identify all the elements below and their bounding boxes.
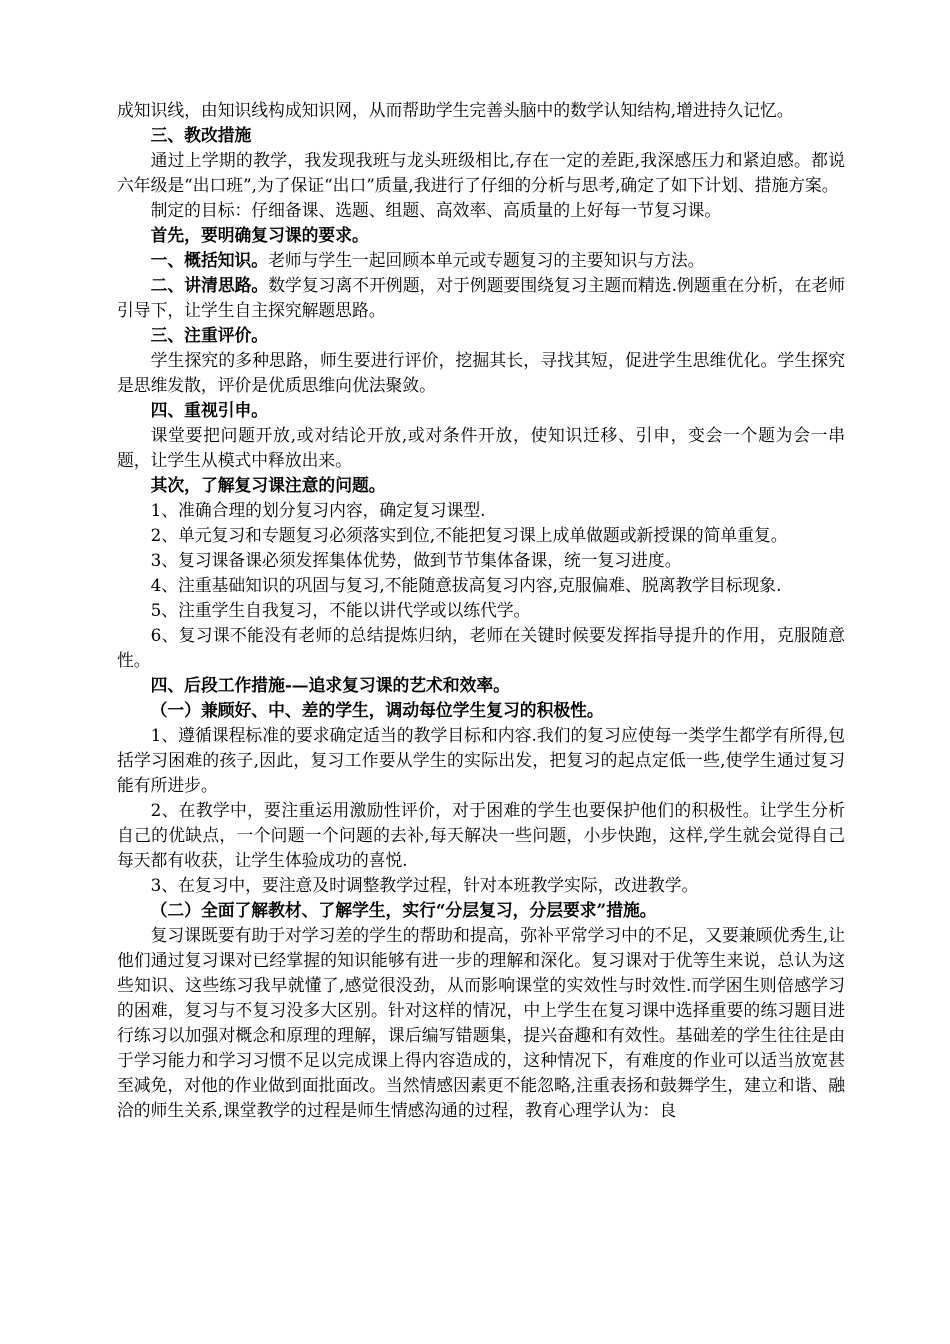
paragraph: 学生探究的多种思路，师生要进行评价，挖掘其长，寻找其短，促进学生思维优化。学生探究是思维发散，评价是优质思维向优法聚敛。 xyxy=(117,350,845,395)
paragraph-rest: 数学复习离不开例题，对于例题要围绕复习主题而精选.例题重在分析，在老师引导下，让学生自主探究解题思路。 xyxy=(117,275,845,320)
list-item: 6、复习课不能没有老师的总结提炼归纳，老师在关键时候要发挥指导提升的作用，克服随意性。 xyxy=(117,625,845,670)
list-item: 5、注重学生自我复习，不能以讲代学或以练代学。 xyxy=(150,600,531,620)
subsection-heading: 三、注重评价。 xyxy=(150,325,269,345)
paragraph-lead: 一、概括知识。 xyxy=(150,250,269,270)
list-item: 1、遵循课程标准的要求确定适当的教学目标和内容.我们的复习应使每一类学生都学有所得,包括学习困难的孩子,因此，复习工作要从学生的实际出发，把复习的起点定低一些,使学生通过复习能有所进步。 xyxy=(117,725,845,795)
paragraph: 成知识线，由知识线构成知识网，从而帮助学生完善头脑中的数学认知结构,增进持久记忆。 xyxy=(117,100,794,120)
paragraph: 通过上学期的教学，我发现我班与龙头班级相比,存在一定的差距,我深感压力和紧迫感。都说六年级是“出口班”,为了保证“出口”质量,我进行了仔细的分析与思考,确定了如下计划、措施方案。 xyxy=(117,150,845,195)
paragraph: 课堂要把问题开放,或对结论开放,或对条件开放，使知识迁移、引申，变会一个题为会一串题，让学生从模式中释放出来。 xyxy=(117,425,845,470)
subsection-heading: 四、重视引申。 xyxy=(150,400,269,420)
subsection-heading: （二）全面了解教材、了解学生，实行“分层复习，分层要求”措施。 xyxy=(150,900,657,920)
subsection-heading: 首先，要明确复习课的要求。 xyxy=(150,225,369,245)
subsection-heading: 其次，了解复习课注意的问题。 xyxy=(150,475,386,495)
list-item: 1、准确合理的划分复习内容，确定复习课型. xyxy=(150,500,486,520)
list-item: 4、注重基础知识的巩固与复习,不能随意拔高复习内容,克服偏难、脱离教学目标现象. xyxy=(150,575,782,595)
section-heading: 四、后段工作措施-—追求复习课的艺术和效率。 xyxy=(150,675,510,695)
list-item: 3、在复习中，要注意及时调整教学过程，针对本班教学实际，改进教学。 xyxy=(150,875,699,895)
list-item: 2、单元复习和专题复习必须落实到位,不能把复习课上成单做题或新授课的简单重复。 xyxy=(150,525,788,545)
paragraph xyxy=(117,248,845,273)
paragraph: 制定的目标：仔细备课、选题、组题、高效率、高质量的上好每一节复习课。 xyxy=(150,200,722,220)
list-item: 3、复习课备课必须发挥集体优势，做到节节集体备课，统一复习进度。 xyxy=(150,550,682,570)
subsection-heading: （一）兼顾好、中、差的学生，调动每位学生复习的积极性。 xyxy=(150,700,604,720)
paragraph xyxy=(117,273,845,323)
section-heading: 三、教改措施 xyxy=(150,125,252,145)
paragraph-rest: 老师与学生一起回顾本单元或专题复习的主要知识与方法。 xyxy=(268,250,705,270)
list-item: 2、在教学中，要注重运用激励性评价，对于困难的学生也要保护他们的积极性。让学生分析自己的优缺点，一个问题一个问题的去补,每天解决一些问题，小步快跑，这样,学生就会觉得自己每天都有收获，让学生体验成功的喜悦. xyxy=(117,800,845,870)
paragraph-lead: 二、讲清思路。 xyxy=(150,275,269,295)
document-body xyxy=(117,98,845,1123)
paragraph: 复习课既要有助于对学习差的学生的帮助和提高，弥补平常学习中的不足，又要兼顾优秀生,让他们通过复习课对已经掌握的知识能够有进一步的理解和深化。复习课对于优等生来说，总认为这些知识、这些练习我早就懂了,感觉很没劲，从而影响课堂的实效性与时效性.而学困生则倍感学习的困难，复习与不复习没多大区别。针对这样的情况，中上学生在复习课中选择重要的练习题目进行练习以加强对概念和原理的理解，课后编写错题集，提兴奋趣和有效性。基础差的学生往往是由于学习能力和学习习惯不足以完成课上得内容造成的，这种情况下，有难度的作业可以适当放宽甚至减免，对他的作业做到面批面改。当然情感因素更不能忽略,注重表扬和鼓舞学生，建立和谐、融洽的师生关系,课堂教学的过程是师生情感沟通的过程，教育心理学认为：良 xyxy=(117,925,845,1120)
